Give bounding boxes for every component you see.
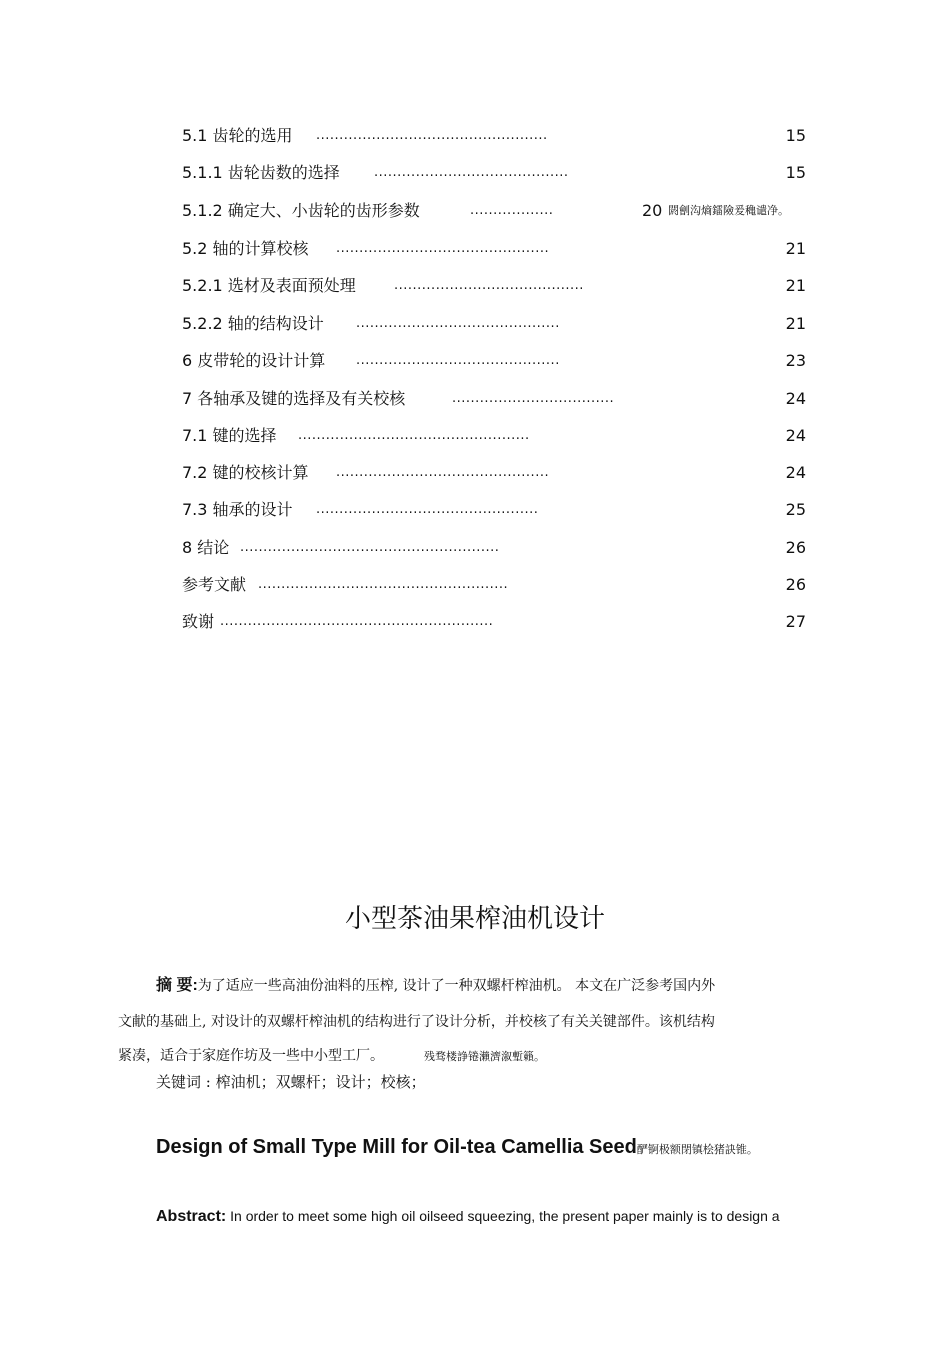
toc-label: 参考文献 <box>182 575 247 594</box>
toc-page-number: 24 <box>785 463 806 482</box>
toc-page-number: 23 <box>785 351 806 370</box>
toc-leader-dots: .......................................... <box>374 165 569 180</box>
abstract-cn-text-1: 为了适应一些高油份油料的压榨, 设计了一种双螺杆榨油机。 本文在广泛参考国内外 <box>197 978 716 994</box>
toc-row <box>182 424 806 448</box>
document-title: 小型茶油果榨油机设计 <box>344 904 605 934</box>
toc-label: 7.1 键的选择 <box>182 426 277 445</box>
toc-row <box>182 387 806 411</box>
toc-row <box>182 610 806 634</box>
keywords-line <box>156 1072 426 1092</box>
toc-label: 7.2 键的校核计算 <box>182 463 309 482</box>
toc-leader-dots: ................................................ <box>316 502 539 517</box>
toc-label: 5.1 齿轮的选用 <box>182 126 293 145</box>
toc-label: 5.2 轴的计算校核 <box>182 239 309 258</box>
toc-label: 7 各轴承及键的选择及有关校核 <box>182 389 406 408</box>
toc-row <box>182 498 806 522</box>
toc-row <box>182 161 806 185</box>
toc-leader-dots: .............................................. <box>336 465 550 480</box>
toc-row <box>182 349 806 373</box>
toc-page-number: 21 <box>785 314 806 333</box>
toc-leader-dots: .................................................. <box>316 128 548 143</box>
toc-page-number: 15 <box>785 126 806 145</box>
toc-row <box>182 274 806 298</box>
toc-leader-dots: ................................... <box>452 391 615 406</box>
english-title <box>156 1136 758 1159</box>
toc-leader-dots: ........................................................ <box>240 540 500 555</box>
toc-leader-dots: .............................................. <box>336 241 550 256</box>
keywords-text: 榨油机；双螺杆；设计；校核； <box>215 1073 426 1091</box>
toc-leader-dots: ............................................ <box>356 316 560 331</box>
toc-row <box>182 536 806 560</box>
toc-page-number: 24 <box>785 389 806 408</box>
toc-label: 8 结论 <box>182 538 230 557</box>
toc-page-number: 26 <box>785 575 806 594</box>
english-title-extra: 酽锕极额閉镇桧猪訣锥。 <box>636 1144 758 1156</box>
toc-page-number: 24 <box>785 426 806 445</box>
toc-page-number: 27 <box>785 612 806 631</box>
toc-leader-dots: .................................................. <box>298 428 530 443</box>
toc-row <box>182 312 806 336</box>
toc-extra-text: 閼劊沟熵鐳險爰穐谴净。 <box>668 204 789 217</box>
toc-row <box>182 124 806 148</box>
toc-leader-dots: ........................................................... <box>220 614 494 629</box>
english-abstract <box>156 1208 780 1226</box>
toc-leader-dots: ...................................................... <box>258 577 509 592</box>
toc-leader-dots: ............................................ <box>356 353 560 368</box>
english-abstract-text: In order to meet some high oil oilseed squeezing, the present paper mainly is to design a <box>226 1208 780 1224</box>
toc-page-number: 21 <box>785 239 806 258</box>
toc-row <box>182 237 806 261</box>
abstract-cn-line-1 <box>156 976 715 996</box>
toc-label: 5.2.2 轴的结构设计 <box>182 314 324 333</box>
abstract-cn-extra: 残骛楼諍锩瀨濟溆塹籟。 <box>424 1050 545 1063</box>
toc-row <box>182 461 806 485</box>
toc-row <box>182 199 806 223</box>
toc-label: 5.2.1 选材及表面预处理 <box>182 276 356 295</box>
english-title-text: Design of Small Type Mill for Oil-tea Camellia Seed <box>156 1136 637 1158</box>
toc-label: 7.3 轴承的设计 <box>182 500 293 519</box>
abstract-cn-text-3: 紧凑，适合于家庭作坊及一些中小型工厂。 <box>118 1048 384 1064</box>
toc-label: 5.1.2 确定大、小齿轮的齿形参数 <box>182 201 420 220</box>
toc-row <box>182 573 806 597</box>
toc-label: 6 皮带轮的设计计算 <box>182 351 326 370</box>
english-abstract-label: Abstract: <box>156 1208 227 1225</box>
toc-page-number: 15 <box>785 163 806 182</box>
keywords-label: 关键词 : <box>156 1073 216 1091</box>
toc-page-number: 21 <box>785 276 806 295</box>
abstract-cn-line-3 <box>118 1046 545 1067</box>
toc-page-number: 25 <box>785 500 806 519</box>
abstract-cn-label: 摘 要: <box>156 977 198 994</box>
toc-label: 致谢 <box>182 612 215 631</box>
toc-label: 5.1.1 齿轮齿数的选择 <box>182 163 340 182</box>
toc-leader-dots: ......................................... <box>394 278 584 293</box>
toc-page-number: 26 <box>785 538 806 557</box>
toc-leader-dots: .................. <box>470 203 554 218</box>
toc-page-number: 20 <box>642 201 663 220</box>
abstract-cn-line-2: 文献的基础上, 对设计的双螺杆榨油机的结构进行了设计分析，并校核了有关关键部件。该机结构 <box>118 1014 715 1030</box>
